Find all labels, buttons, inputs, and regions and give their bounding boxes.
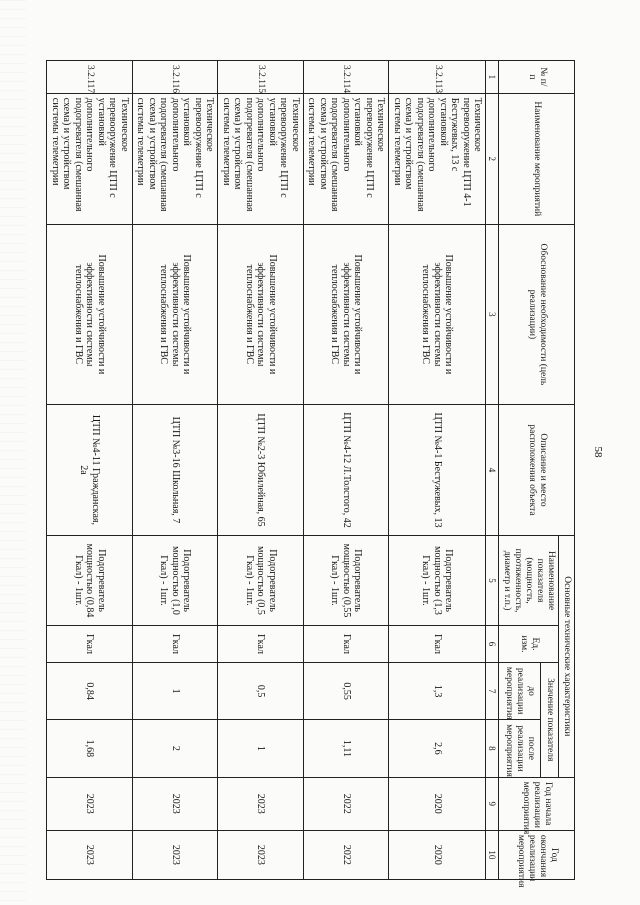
measures-table — [46, 60, 575, 888]
header-start-year: Год начала реализации мероприятия — [499, 777, 575, 830]
unit: Гкал — [132, 626, 218, 663]
header-tech-name: Наименование показателя (мощность, протяженность, диаметр и т.п.) — [499, 536, 559, 626]
start-year: 2023 — [47, 777, 133, 830]
value-after: 1,68 — [47, 720, 133, 777]
value-after: 2,6 — [389, 720, 486, 777]
column-number: 4 — [486, 404, 499, 535]
measure-name: Техническое перевооружение ЦТП с установкой дополнительного подогревателя (смешанная схема) и устройством системы телеметрии — [218, 93, 304, 224]
column-number: 10 — [486, 830, 499, 879]
header-location: Описание и место расположения объекта — [499, 404, 575, 535]
end-year: 2023 — [218, 830, 304, 879]
unit: Гкал — [389, 626, 486, 663]
column-number: 6 — [486, 626, 499, 663]
header-row-1 — [559, 61, 575, 880]
value-before: 0,55 — [303, 662, 389, 719]
header-name: Наименование мероприятий — [499, 93, 575, 224]
object-location: ЦТП №4-11 Гражданская, 2а — [47, 404, 133, 535]
rotated-table-page — [49, 60, 575, 888]
end-year: 2023 — [47, 830, 133, 879]
table-row — [218, 61, 304, 880]
header-unit: Ед. изм. — [499, 626, 559, 663]
header-tech-group: Основные технические характеристики — [559, 536, 575, 778]
row-number: 3.2.117 — [47, 61, 133, 94]
table-row — [389, 61, 486, 880]
value-after: 2 — [132, 720, 218, 777]
tech-characteristic: Подогреватель мощностью (0,55 Гкал) - 1шт. — [303, 536, 389, 626]
row-number: 3.2.116 — [132, 61, 218, 94]
unit: Гкал — [303, 626, 389, 663]
justification: Повышение устойчивости и эффективности системы теплоснабжения и ГВС — [47, 224, 133, 404]
header-values-group: Значение показателя — [541, 662, 559, 777]
column-number: 8 — [486, 720, 499, 777]
measure-name: Техническое перевооружение ЦТП 4-1 Бестужевых, 13 с установкой дополнительного подогревателя (смешанная схема) и устройством системы телеметрии — [389, 93, 486, 224]
table-row — [303, 61, 389, 880]
start-year: 2020 — [389, 777, 486, 830]
value-before: 1,3 — [389, 662, 486, 719]
header-justification: Обоснование необходимости (цель реализации) — [499, 224, 575, 404]
table-row — [132, 61, 218, 880]
object-location: ЦТП №2-3 Юбилейная, 65 — [218, 404, 304, 535]
column-number-row — [486, 61, 499, 880]
tech-characteristic: Подогреватель мощностью (0,84 Гкал) - 1шт. — [47, 536, 133, 626]
start-year: 2022 — [303, 777, 389, 830]
value-before: 0,5 — [218, 662, 304, 719]
unit: Гкал — [47, 626, 133, 663]
column-number: 5 — [486, 536, 499, 626]
object-location: ЦТП №3-16 Школьная, 7 — [132, 404, 218, 535]
scan-edge-artifact — [0, 0, 26, 905]
justification: Повышение устойчивости и эффективности системы теплоснабжения и ГВС — [389, 224, 486, 404]
row-number: 3.2.115 — [218, 61, 304, 94]
object-location: ЦТП №4-12 Л.Толстого, 42 — [303, 404, 389, 535]
object-location: ЦТП №4-1 Бестужевых, 13 — [389, 404, 486, 535]
justification: Повышение устойчивости и эффективности системы теплоснабжения и ГВС — [132, 224, 218, 404]
tech-characteristic: Подогреватель мощностью (1,3 Гкал) - 1шт. — [389, 536, 486, 626]
column-number: 2 — [486, 93, 499, 224]
header-before: до реализации мероприятия — [499, 662, 541, 719]
measure-name: Техническое перевооружение ЦТП с установкой дополнительного подогревателя (смешанная схема) и устройством системы телеметрии — [47, 93, 133, 224]
justification: Повышение устойчивости и эффективности системы теплоснабжения и ГВС — [218, 224, 304, 404]
row-number: 3.2.114 — [303, 61, 389, 94]
header-after: после реализации мероприятия — [499, 720, 541, 777]
end-year: 2020 — [389, 830, 486, 879]
value-before: 0,84 — [47, 662, 133, 719]
column-number: 7 — [486, 662, 499, 719]
end-year: 2023 — [132, 830, 218, 879]
column-number: 9 — [486, 777, 499, 830]
tech-characteristic: Подогреватель мощностью (0,5 Гкал) - 1шт. — [218, 536, 304, 626]
value-before: 1 — [132, 662, 218, 719]
measure-name: Техническое перевооружение ЦТП с установкой дополнительного подогревателя (смешанная схема) и устройством системы телеметрии — [303, 93, 389, 224]
table-row — [47, 61, 133, 880]
start-year: 2023 — [132, 777, 218, 830]
value-after: 1 — [218, 720, 304, 777]
page-number: 58 — [592, 446, 604, 458]
measure-name: Техническое перевооружение ЦТП с установкой дополнительного подогревателя (смешанная схема) и устройством системы телеметрии — [132, 93, 218, 224]
header-end-year: Год окончания реализации мероприятия — [499, 830, 575, 879]
row-number: 3.2.113 — [389, 61, 486, 94]
column-number: 1 — [486, 61, 499, 94]
unit: Гкал — [218, 626, 304, 663]
value-after: 1,11 — [303, 720, 389, 777]
header-num: № п/п — [499, 61, 575, 94]
start-year: 2023 — [218, 777, 304, 830]
end-year: 2022 — [303, 830, 389, 879]
justification: Повышение устойчивости и эффективности системы теплоснабжения и ГВС — [303, 224, 389, 404]
tech-characteristic: Подогреватель мощностью (1,0 Гкал) - 1шт. — [132, 536, 218, 626]
column-number: 3 — [486, 224, 499, 404]
